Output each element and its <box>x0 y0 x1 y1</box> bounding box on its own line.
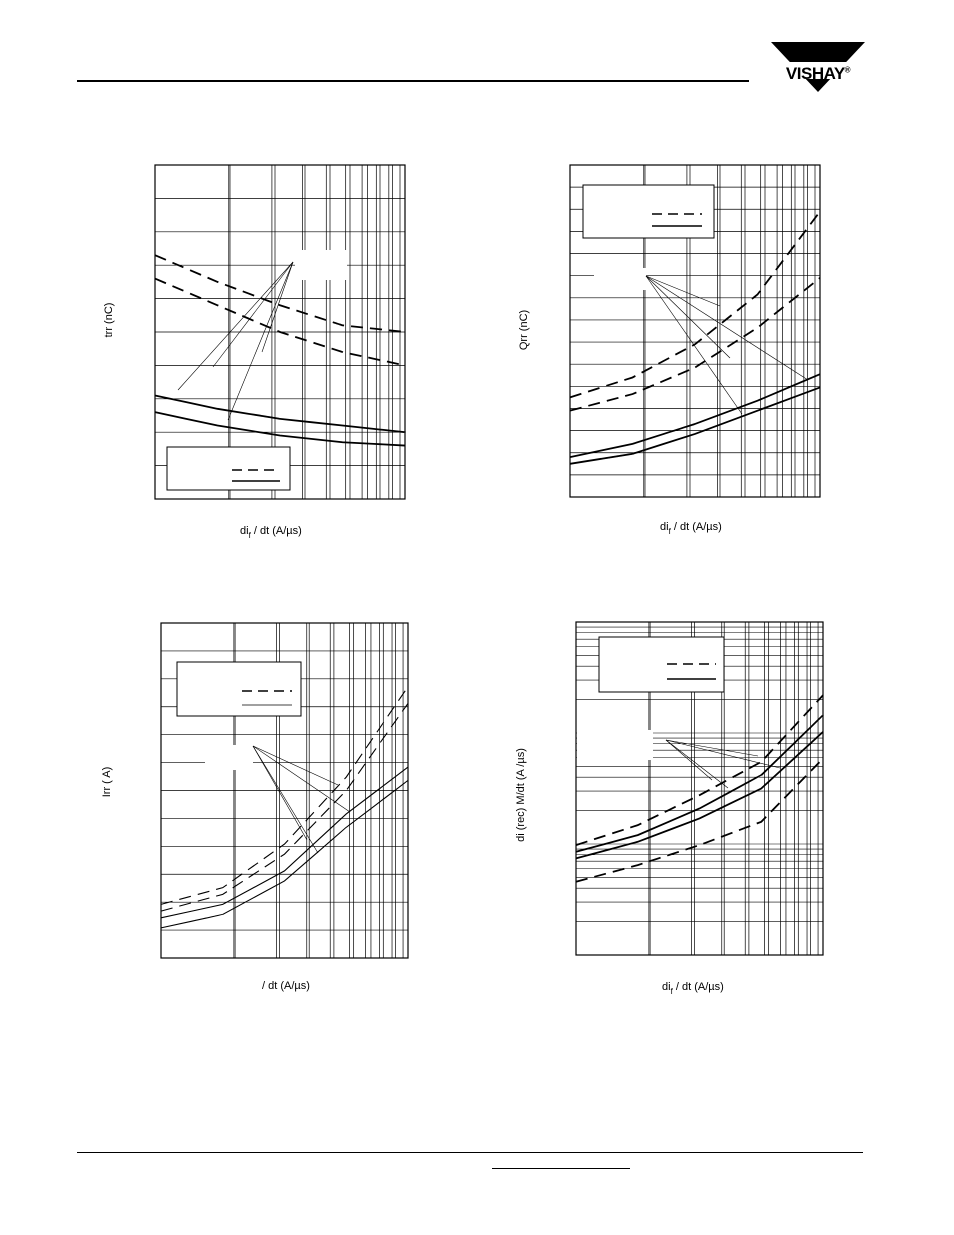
chart-qrr-annotations <box>583 185 808 414</box>
chart-qrr-xlabel <box>660 521 722 536</box>
chart-trr <box>103 165 405 540</box>
leader-line-4 <box>253 746 318 853</box>
chart-direc-xlabel-sub: f <box>670 987 673 996</box>
footer-rule <box>77 1152 863 1153</box>
label-patch <box>205 745 253 770</box>
leader-line-4 <box>666 740 728 788</box>
chart-trr-ylabel: trr (nC) <box>103 302 115 338</box>
leader-line-1 <box>253 746 338 785</box>
legend-box <box>177 662 301 716</box>
chart-trr-xlabel <box>240 525 302 540</box>
leader-line-3 <box>228 262 293 420</box>
chart-qrr-xlabel-sub: f <box>668 527 671 536</box>
chart-irr-xlabel <box>262 980 310 992</box>
footer-link-underline <box>492 1168 630 1169</box>
leader-line-3 <box>666 740 712 780</box>
leader-line-2 <box>253 746 350 812</box>
chart-trr-xlabel-post: / dt (A/µs) <box>250 525 302 537</box>
chart-direc-xlabel-post: / dt (A/µs) <box>672 981 724 993</box>
chart-qrr-xlabel-pre: di <box>660 521 669 533</box>
legend-box <box>167 447 290 490</box>
leader-line-3 <box>253 746 307 840</box>
leader-line-4 <box>262 262 293 352</box>
chart-direc <box>515 622 823 996</box>
chart-direc-xlabel-pre: di <box>662 981 671 993</box>
chart-direc-annotations <box>577 637 780 788</box>
leader-line-1 <box>178 262 293 390</box>
leader-line-3 <box>646 276 742 414</box>
logo-registered: ® <box>844 65 851 75</box>
label-patch <box>594 268 646 290</box>
chart-qrr <box>518 165 820 536</box>
leader-line-1 <box>646 276 720 306</box>
leader-line-2 <box>666 740 780 768</box>
chart-trr-annotations <box>167 250 347 490</box>
chart-trr-xlabel-sub: f <box>248 531 251 540</box>
chart-trr-xlabel-pre: di <box>240 525 249 537</box>
chart-irr-xlabel-post: / dt (A/µs) <box>262 980 310 992</box>
chart-qrr-xlabel-post: / dt (A/µs) <box>670 521 722 533</box>
logo-wordmark: VISHAY <box>785 64 845 83</box>
legend-box <box>583 185 714 238</box>
chart-irr-ylabel: Irr ( A) <box>101 766 113 798</box>
chart-direc-xlabel <box>662 981 724 996</box>
chart-irr-annotations <box>177 662 350 853</box>
label-patch <box>577 730 653 760</box>
chart-direc-ylabel: di (rec) M/dt (A /µs) <box>515 748 527 842</box>
chart-irr <box>101 623 408 992</box>
leader-line-1 <box>666 740 758 756</box>
leader-line-2 <box>213 262 293 367</box>
chart-qrr-ylabel: Qrr (nC) <box>518 309 530 351</box>
label-patch <box>295 250 347 280</box>
